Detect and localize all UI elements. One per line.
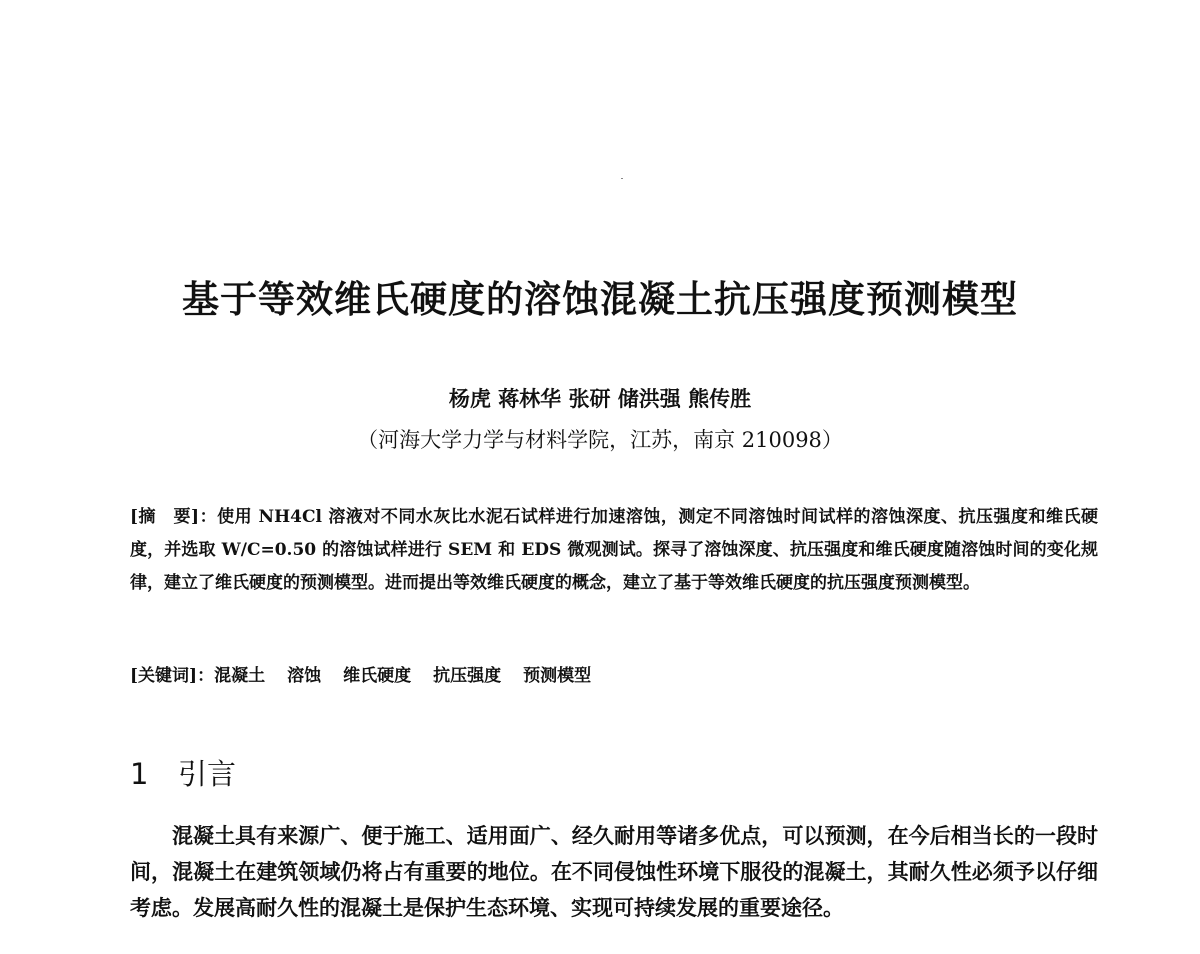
keyword-item: 混凝土 <box>214 666 266 686</box>
intro-paragraph: 混凝土具有来源广、便于施工、适用面广、经久耐用等诸多优点，可以预测，在今后相当长的一段时间，混凝土在建筑领域仍将占有重要的地位。在不同侵蚀性环境下服役的混凝土，其耐久性必须予以仔细考虑。发展高耐久性的混凝土是保护生态环境、实现可持续发展的重要途径。 <box>130 823 1098 920</box>
keyword-item: 维氏硬度 <box>343 666 412 686</box>
keyword-item: 预测模型 <box>523 666 592 686</box>
keyword-item: 抗压强度 <box>433 666 502 686</box>
section-title: 引言 <box>178 757 237 791</box>
keyword-item: 溶蚀 <box>287 666 322 686</box>
abstract <box>130 501 1098 600</box>
affiliation: （河海大学力学与材料学院，江苏，南京 210098） <box>357 428 843 452</box>
author-list: 杨虎 蒋林华 张研 储洪强 熊传胜 <box>448 386 752 411</box>
keywords <box>130 660 1098 693</box>
scan-speck <box>621 178 623 179</box>
section-heading <box>130 750 236 798</box>
abstract-text: 使用 NH4Cl 溶液对不同水灰比水泥石试样进行加速溶蚀，测定不同溶蚀时间试样的溶蚀深度、抗压强度和维氏硬度，并选取 W/C=0.50 的溶蚀试样进行 SEM 和 EDS 微观测试。探寻了溶蚀深度、抗压强度和维氏硬度随溶蚀时间的变化规律，建立了维氏硬度的预测模型。进而提出等效维氏硬度的概念，建立了基于等效维氏硬度的抗压强度预测模型。 <box>130 507 1098 593</box>
paper-title: 基于等效维氏硬度的溶蚀混凝土抗压强度预测模型 <box>182 278 1018 321</box>
abstract-label: [摘 要]： <box>130 507 218 527</box>
section-number: 1 <box>130 757 149 791</box>
keywords-label: [关键词]： <box>130 666 215 686</box>
